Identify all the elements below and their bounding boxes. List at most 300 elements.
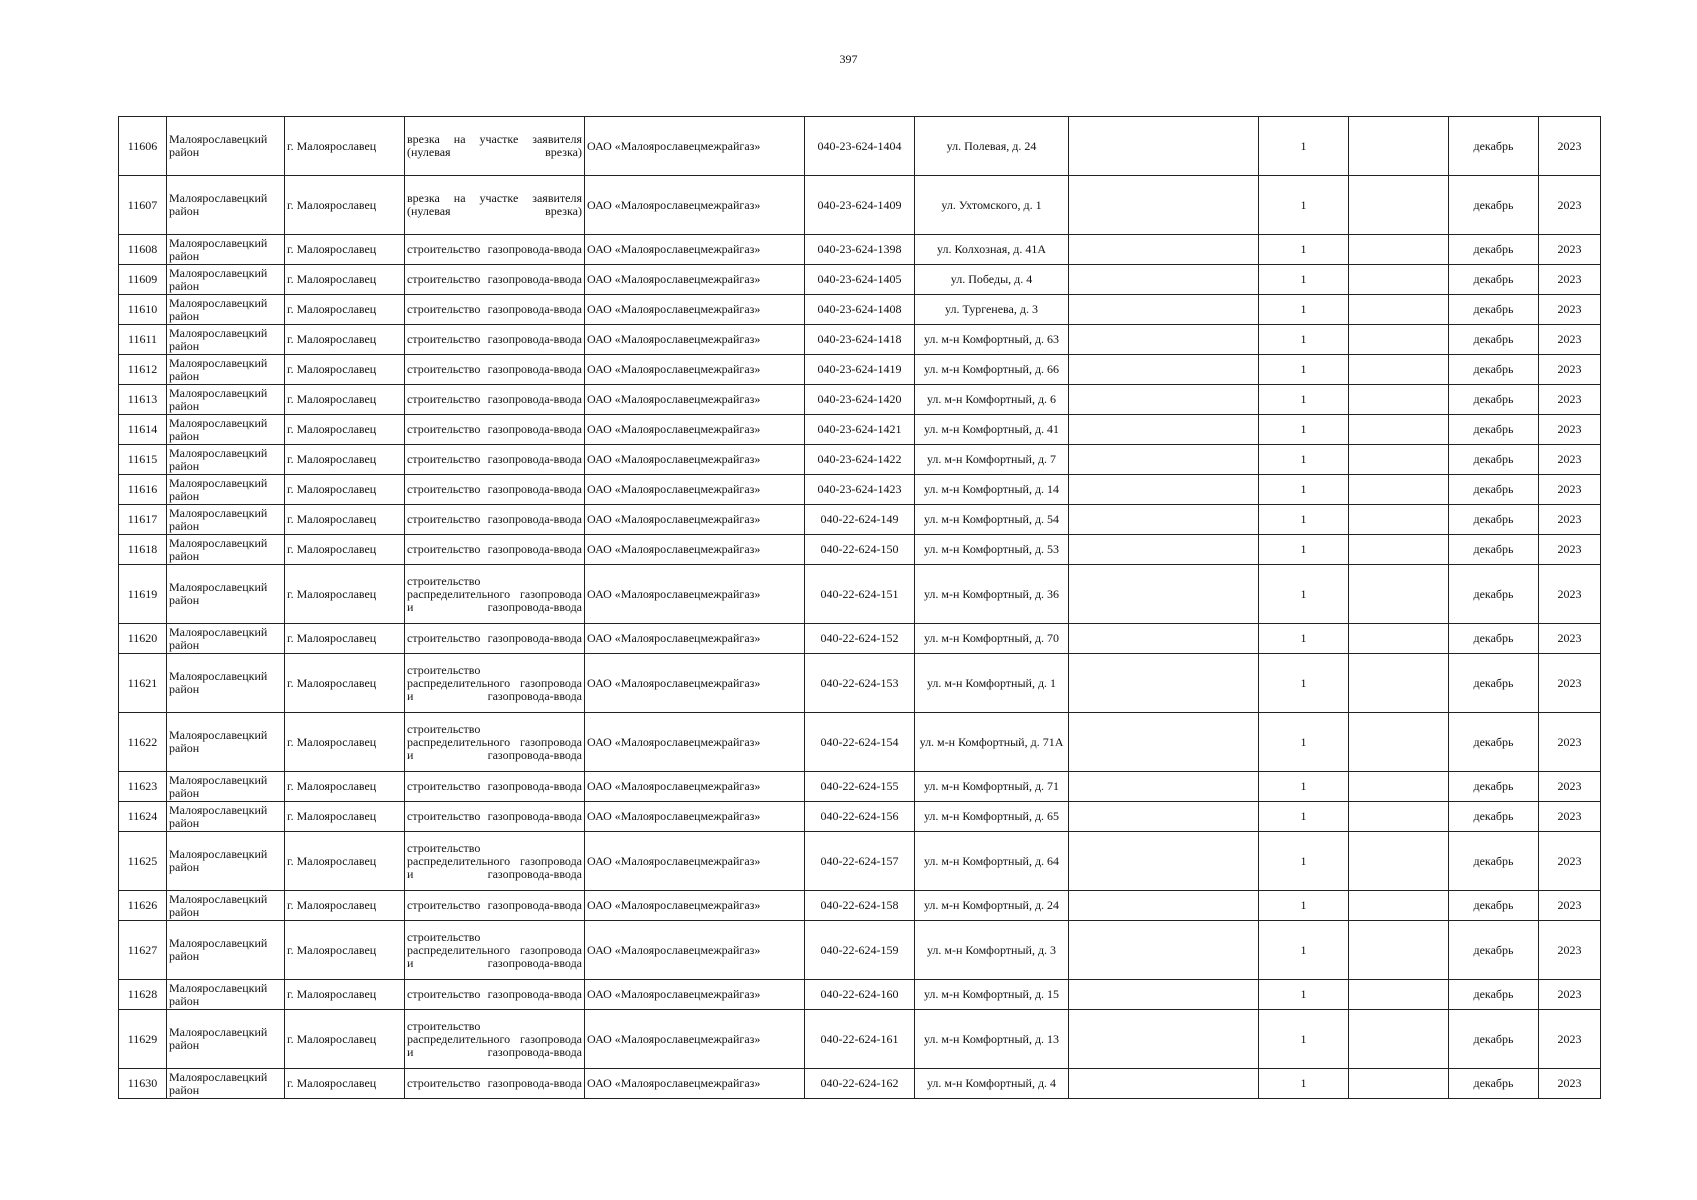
month-cell: декабрь: [1449, 891, 1539, 921]
town-cell: г. Малоярославец: [285, 117, 405, 176]
month-cell: декабрь: [1449, 624, 1539, 654]
town-cell: г. Малоярославец: [285, 1010, 405, 1069]
district-cell: Малоярославецкий район: [167, 176, 285, 235]
district-cell: Малоярославецкий район: [167, 475, 285, 505]
address-cell: ул. м-н Комфортный, д. 1: [915, 654, 1069, 713]
row-number-cell: 11622: [119, 713, 167, 772]
address-cell: ул. Победы, д. 4: [915, 265, 1069, 295]
address-cell: ул. м-н Комфортный, д. 70: [915, 624, 1069, 654]
town-cell: г. Малоярославец: [285, 235, 405, 265]
town-cell: г. Малоярославец: [285, 713, 405, 772]
work-type-cell: строительство газопровода-ввода: [405, 265, 585, 295]
district-cell: Малоярославецкий район: [167, 1069, 285, 1099]
organization-cell: ОАО «Малоярославецмежрайгаз»: [585, 802, 805, 832]
empty-cell: [1069, 654, 1259, 713]
district-cell: Малоярославецкий район: [167, 325, 285, 355]
row-number-cell: 11618: [119, 535, 167, 565]
application-code-cell: 040-23-624-1404: [805, 117, 915, 176]
empty-cell: [1349, 713, 1449, 772]
quantity-cell: 1: [1259, 475, 1349, 505]
quantity-cell: 1: [1259, 505, 1349, 535]
table-row: [119, 325, 1601, 355]
page-number: 397: [839, 52, 858, 66]
empty-cell: [1069, 415, 1259, 445]
empty-cell: [1069, 1069, 1259, 1099]
application-code-cell: 040-23-624-1408: [805, 295, 915, 325]
gas-connection-table: [118, 116, 1601, 1099]
table-row: [119, 265, 1601, 295]
empty-cell: [1069, 921, 1259, 980]
town-cell: г. Малоярославец: [285, 832, 405, 891]
application-code-cell: 040-22-624-153: [805, 654, 915, 713]
district-cell: Малоярославецкий район: [167, 415, 285, 445]
organization-cell: ОАО «Малоярославецмежрайгаз»: [585, 475, 805, 505]
row-number-cell: 11612: [119, 355, 167, 385]
town-cell: г. Малоярославец: [285, 535, 405, 565]
quantity-cell: 1: [1259, 535, 1349, 565]
empty-cell: [1349, 1069, 1449, 1099]
empty-cell: [1069, 1010, 1259, 1069]
year-cell: 2023: [1539, 891, 1601, 921]
month-cell: декабрь: [1449, 654, 1539, 713]
organization-cell: ОАО «Малоярославецмежрайгаз»: [585, 624, 805, 654]
organization-cell: ОАО «Малоярославецмежрайгаз»: [585, 921, 805, 980]
empty-cell: [1069, 265, 1259, 295]
month-cell: декабрь: [1449, 772, 1539, 802]
row-number-cell: 11606: [119, 117, 167, 176]
district-cell: Малоярославецкий район: [167, 713, 285, 772]
application-code-cell: 040-22-624-159: [805, 921, 915, 980]
quantity-cell: 1: [1259, 772, 1349, 802]
work-type-cell: строительство газопровода-ввода: [405, 445, 585, 475]
organization-cell: ОАО «Малоярославецмежрайгаз»: [585, 505, 805, 535]
row-number-cell: 11620: [119, 624, 167, 654]
month-cell: декабрь: [1449, 176, 1539, 235]
town-cell: г. Малоярославец: [285, 565, 405, 624]
table-row: [119, 565, 1601, 624]
address-cell: ул. м-н Комфортный, д. 63: [915, 325, 1069, 355]
address-cell: ул. Тургенева, д. 3: [915, 295, 1069, 325]
empty-cell: [1349, 980, 1449, 1010]
address-cell: ул. м-н Комфортный, д. 41: [915, 415, 1069, 445]
work-type-cell: строительство распределительного газопровода и газопровода-ввода: [405, 921, 585, 980]
address-cell: ул. м-н Комфортный, д. 7: [915, 445, 1069, 475]
month-cell: декабрь: [1449, 325, 1539, 355]
empty-cell: [1069, 475, 1259, 505]
district-cell: Малоярославецкий район: [167, 117, 285, 176]
row-number-cell: 11630: [119, 1069, 167, 1099]
town-cell: г. Малоярославец: [285, 624, 405, 654]
month-cell: декабрь: [1449, 832, 1539, 891]
quantity-cell: 1: [1259, 980, 1349, 1010]
work-type-cell: строительство газопровода-ввода: [405, 505, 585, 535]
month-cell: декабрь: [1449, 445, 1539, 475]
application-code-cell: 040-23-624-1421: [805, 415, 915, 445]
application-code-cell: 040-22-624-156: [805, 802, 915, 832]
quantity-cell: 1: [1259, 891, 1349, 921]
town-cell: г. Малоярославец: [285, 325, 405, 355]
application-code-cell: 040-23-624-1405: [805, 265, 915, 295]
month-cell: декабрь: [1449, 1069, 1539, 1099]
year-cell: 2023: [1539, 713, 1601, 772]
year-cell: 2023: [1539, 385, 1601, 415]
organization-cell: ОАО «Малоярославецмежрайгаз»: [585, 355, 805, 385]
organization-cell: ОАО «Малоярославецмежрайгаз»: [585, 265, 805, 295]
empty-cell: [1349, 505, 1449, 535]
application-code-cell: 040-22-624-161: [805, 1010, 915, 1069]
district-cell: Малоярославецкий район: [167, 295, 285, 325]
year-cell: 2023: [1539, 355, 1601, 385]
address-cell: ул. Ухтомского, д. 1: [915, 176, 1069, 235]
town-cell: г. Малоярославец: [285, 445, 405, 475]
work-type-cell: врезка на участке заявителя (нулевая врезка): [405, 176, 585, 235]
table-row: [119, 802, 1601, 832]
month-cell: декабрь: [1449, 355, 1539, 385]
quantity-cell: 1: [1259, 295, 1349, 325]
empty-cell: [1069, 176, 1259, 235]
address-cell: ул. м-н Комфортный, д. 71А: [915, 713, 1069, 772]
quantity-cell: 1: [1259, 654, 1349, 713]
district-cell: Малоярославецкий район: [167, 921, 285, 980]
application-code-cell: 040-22-624-158: [805, 891, 915, 921]
empty-cell: [1349, 475, 1449, 505]
month-cell: декабрь: [1449, 980, 1539, 1010]
work-type-cell: строительство газопровода-ввода: [405, 535, 585, 565]
district-cell: Малоярославецкий район: [167, 505, 285, 535]
year-cell: 2023: [1539, 654, 1601, 713]
table-row: [119, 713, 1601, 772]
empty-cell: [1349, 565, 1449, 624]
organization-cell: ОАО «Малоярославецмежрайгаз»: [585, 445, 805, 475]
work-type-cell: строительство газопровода-ввода: [405, 295, 585, 325]
organization-cell: ОАО «Малоярославецмежрайгаз»: [585, 713, 805, 772]
work-type-cell: строительство распределительного газопровода и газопровода-ввода: [405, 832, 585, 891]
empty-cell: [1349, 772, 1449, 802]
row-number-cell: 11607: [119, 176, 167, 235]
empty-cell: [1349, 1010, 1449, 1069]
year-cell: 2023: [1539, 1069, 1601, 1099]
address-cell: ул. м-н Комфортный, д. 13: [915, 1010, 1069, 1069]
application-code-cell: 040-23-624-1423: [805, 475, 915, 505]
row-number-cell: 11624: [119, 802, 167, 832]
empty-cell: [1069, 891, 1259, 921]
address-cell: ул. м-н Комфортный, д. 24: [915, 891, 1069, 921]
application-code-cell: 040-22-624-157: [805, 832, 915, 891]
year-cell: 2023: [1539, 772, 1601, 802]
application-code-cell: 040-22-624-149: [805, 505, 915, 535]
address-cell: ул. м-н Комфортный, д. 6: [915, 385, 1069, 415]
empty-cell: [1349, 832, 1449, 891]
town-cell: г. Малоярославец: [285, 475, 405, 505]
work-type-cell: строительство газопровода-ввода: [405, 235, 585, 265]
row-number-cell: 11616: [119, 475, 167, 505]
empty-cell: [1069, 832, 1259, 891]
organization-cell: ОАО «Малоярославецмежрайгаз»: [585, 565, 805, 624]
town-cell: г. Малоярославец: [285, 176, 405, 235]
district-cell: Малоярославецкий район: [167, 624, 285, 654]
row-number-cell: 11614: [119, 415, 167, 445]
empty-cell: [1069, 980, 1259, 1010]
district-cell: Малоярославецкий район: [167, 535, 285, 565]
month-cell: декабрь: [1449, 921, 1539, 980]
district-cell: Малоярославецкий район: [167, 265, 285, 295]
address-cell: ул. Колхозная, д. 41А: [915, 235, 1069, 265]
row-number-cell: 11628: [119, 980, 167, 1010]
month-cell: декабрь: [1449, 117, 1539, 176]
district-cell: Малоярославецкий район: [167, 445, 285, 475]
town-cell: г. Малоярославец: [285, 385, 405, 415]
town-cell: г. Малоярославец: [285, 980, 405, 1010]
address-cell: ул. Полевая, д. 24: [915, 117, 1069, 176]
quantity-cell: 1: [1259, 355, 1349, 385]
organization-cell: ОАО «Малоярославецмежрайгаз»: [585, 415, 805, 445]
work-type-cell: строительство распределительного газопровода и газопровода-ввода: [405, 654, 585, 713]
year-cell: 2023: [1539, 624, 1601, 654]
table-row: [119, 891, 1601, 921]
quantity-cell: 1: [1259, 445, 1349, 475]
empty-cell: [1069, 624, 1259, 654]
empty-cell: [1069, 355, 1259, 385]
organization-cell: ОАО «Малоярославецмежрайгаз»: [585, 772, 805, 802]
row-number-cell: 11626: [119, 891, 167, 921]
work-type-cell: строительство газопровода-ввода: [405, 624, 585, 654]
work-type-cell: строительство распределительного газопровода и газопровода-ввода: [405, 1010, 585, 1069]
address-cell: ул. м-н Комфортный, д. 65: [915, 802, 1069, 832]
year-cell: 2023: [1539, 980, 1601, 1010]
organization-cell: ОАО «Малоярославецмежрайгаз»: [585, 1010, 805, 1069]
work-type-cell: строительство газопровода-ввода: [405, 772, 585, 802]
district-cell: Малоярославецкий район: [167, 802, 285, 832]
table-row: [119, 1069, 1601, 1099]
empty-cell: [1349, 891, 1449, 921]
year-cell: 2023: [1539, 565, 1601, 624]
empty-cell: [1349, 445, 1449, 475]
address-cell: ул. м-н Комфортный, д. 14: [915, 475, 1069, 505]
table-row: [119, 624, 1601, 654]
application-code-cell: 040-22-624-152: [805, 624, 915, 654]
table-row: [119, 535, 1601, 565]
quantity-cell: 1: [1259, 415, 1349, 445]
work-type-cell: строительство распределительного газопровода и газопровода-ввода: [405, 565, 585, 624]
empty-cell: [1349, 535, 1449, 565]
table-row: [119, 475, 1601, 505]
work-type-cell: строительство газопровода-ввода: [405, 891, 585, 921]
empty-cell: [1069, 565, 1259, 624]
empty-cell: [1349, 235, 1449, 265]
row-number-cell: 11615: [119, 445, 167, 475]
application-code-cell: 040-22-624-150: [805, 535, 915, 565]
table-body: [119, 117, 1601, 1099]
application-code-cell: 040-22-624-154: [805, 713, 915, 772]
organization-cell: ОАО «Малоярославецмежрайгаз»: [585, 832, 805, 891]
year-cell: 2023: [1539, 265, 1601, 295]
row-number-cell: 11609: [119, 265, 167, 295]
empty-cell: [1069, 235, 1259, 265]
district-cell: Малоярославецкий район: [167, 891, 285, 921]
month-cell: декабрь: [1449, 535, 1539, 565]
quantity-cell: 1: [1259, 921, 1349, 980]
district-cell: Малоярославецкий район: [167, 355, 285, 385]
organization-cell: ОАО «Малоярославецмежрайгаз»: [585, 891, 805, 921]
address-cell: ул. м-н Комфортный, д. 64: [915, 832, 1069, 891]
work-type-cell: строительство газопровода-ввода: [405, 980, 585, 1010]
address-cell: ул. м-н Комфортный, д. 36: [915, 565, 1069, 624]
organization-cell: ОАО «Малоярославецмежрайгаз»: [585, 117, 805, 176]
table-row: [119, 980, 1601, 1010]
row-number-cell: 11621: [119, 654, 167, 713]
organization-cell: ОАО «Малоярославецмежрайгаз»: [585, 176, 805, 235]
town-cell: г. Малоярославец: [285, 921, 405, 980]
work-type-cell: строительство газопровода-ввода: [405, 1069, 585, 1099]
quantity-cell: 1: [1259, 624, 1349, 654]
table-row: [119, 772, 1601, 802]
quantity-cell: 1: [1259, 325, 1349, 355]
table-row: [119, 1010, 1601, 1069]
quantity-cell: 1: [1259, 832, 1349, 891]
table-row: [119, 654, 1601, 713]
district-cell: Малоярославецкий район: [167, 385, 285, 415]
district-cell: Малоярославецкий район: [167, 772, 285, 802]
district-cell: Малоярославецкий район: [167, 980, 285, 1010]
application-code-cell: 040-23-624-1398: [805, 235, 915, 265]
empty-cell: [1349, 117, 1449, 176]
empty-cell: [1349, 355, 1449, 385]
application-code-cell: 040-22-624-151: [805, 565, 915, 624]
year-cell: 2023: [1539, 1010, 1601, 1069]
table-row: [119, 355, 1601, 385]
year-cell: 2023: [1539, 535, 1601, 565]
year-cell: 2023: [1539, 295, 1601, 325]
quantity-cell: 1: [1259, 1010, 1349, 1069]
year-cell: 2023: [1539, 415, 1601, 445]
quantity-cell: 1: [1259, 385, 1349, 415]
application-code-cell: 040-22-624-155: [805, 772, 915, 802]
table-row: [119, 117, 1601, 176]
quantity-cell: 1: [1259, 802, 1349, 832]
work-type-cell: строительство газопровода-ввода: [405, 325, 585, 355]
work-type-cell: строительство газопровода-ввода: [405, 475, 585, 505]
year-cell: 2023: [1539, 832, 1601, 891]
work-type-cell: врезка на участке заявителя (нулевая врезка): [405, 117, 585, 176]
year-cell: 2023: [1539, 921, 1601, 980]
year-cell: 2023: [1539, 117, 1601, 176]
work-type-cell: строительство газопровода-ввода: [405, 355, 585, 385]
town-cell: г. Малоярославец: [285, 415, 405, 445]
quantity-cell: 1: [1259, 235, 1349, 265]
empty-cell: [1349, 415, 1449, 445]
empty-cell: [1069, 325, 1259, 355]
empty-cell: [1069, 385, 1259, 415]
address-cell: ул. м-н Комфортный, д. 66: [915, 355, 1069, 385]
month-cell: декабрь: [1449, 565, 1539, 624]
month-cell: декабрь: [1449, 235, 1539, 265]
district-cell: Малоярославецкий район: [167, 1010, 285, 1069]
row-number-cell: 11629: [119, 1010, 167, 1069]
empty-cell: [1349, 265, 1449, 295]
district-cell: Малоярославецкий район: [167, 654, 285, 713]
organization-cell: ОАО «Малоярославецмежрайгаз»: [585, 385, 805, 415]
table-row: [119, 385, 1601, 415]
town-cell: г. Малоярославец: [285, 654, 405, 713]
address-cell: ул. м-н Комфортный, д. 15: [915, 980, 1069, 1010]
month-cell: декабрь: [1449, 713, 1539, 772]
address-cell: ул. м-н Комфортный, д. 3: [915, 921, 1069, 980]
application-code-cell: 040-22-624-160: [805, 980, 915, 1010]
row-number-cell: 11610: [119, 295, 167, 325]
town-cell: г. Малоярославец: [285, 772, 405, 802]
address-cell: ул. м-н Комфортный, д. 4: [915, 1069, 1069, 1099]
year-cell: 2023: [1539, 235, 1601, 265]
empty-cell: [1069, 772, 1259, 802]
application-code-cell: 040-23-624-1409: [805, 176, 915, 235]
empty-cell: [1069, 713, 1259, 772]
row-number-cell: 11608: [119, 235, 167, 265]
empty-cell: [1349, 385, 1449, 415]
table-row: [119, 415, 1601, 445]
year-cell: 2023: [1539, 802, 1601, 832]
month-cell: декабрь: [1449, 475, 1539, 505]
address-cell: ул. м-н Комфортный, д. 53: [915, 535, 1069, 565]
town-cell: г. Малоярославец: [285, 802, 405, 832]
row-number-cell: 11619: [119, 565, 167, 624]
empty-cell: [1069, 535, 1259, 565]
table-row: [119, 505, 1601, 535]
quantity-cell: 1: [1259, 117, 1349, 176]
organization-cell: ОАО «Малоярославецмежрайгаз»: [585, 980, 805, 1010]
address-cell: ул. м-н Комфортный, д. 71: [915, 772, 1069, 802]
empty-cell: [1349, 654, 1449, 713]
quantity-cell: 1: [1259, 265, 1349, 295]
table-row: [119, 295, 1601, 325]
month-cell: декабрь: [1449, 265, 1539, 295]
work-type-cell: строительство газопровода-ввода: [405, 415, 585, 445]
row-number-cell: 11617: [119, 505, 167, 535]
empty-cell: [1349, 325, 1449, 355]
town-cell: г. Малоярославец: [285, 505, 405, 535]
application-code-cell: 040-23-624-1418: [805, 325, 915, 355]
organization-cell: ОАО «Малоярославецмежрайгаз»: [585, 1069, 805, 1099]
district-cell: Малоярославецкий район: [167, 235, 285, 265]
month-cell: декабрь: [1449, 802, 1539, 832]
organization-cell: ОАО «Малоярославецмежрайгаз»: [585, 535, 805, 565]
empty-cell: [1349, 176, 1449, 235]
empty-cell: [1069, 117, 1259, 176]
town-cell: г. Малоярославец: [285, 891, 405, 921]
quantity-cell: 1: [1259, 565, 1349, 624]
empty-cell: [1349, 295, 1449, 325]
town-cell: г. Малоярославец: [285, 265, 405, 295]
month-cell: декабрь: [1449, 295, 1539, 325]
year-cell: 2023: [1539, 475, 1601, 505]
application-code-cell: 040-22-624-162: [805, 1069, 915, 1099]
town-cell: г. Малоярославец: [285, 355, 405, 385]
address-cell: ул. м-н Комфортный, д. 54: [915, 505, 1069, 535]
month-cell: декабрь: [1449, 385, 1539, 415]
year-cell: 2023: [1539, 505, 1601, 535]
table-row: [119, 235, 1601, 265]
row-number-cell: 11623: [119, 772, 167, 802]
month-cell: декабрь: [1449, 1010, 1539, 1069]
table-row: [119, 921, 1601, 980]
application-code-cell: 040-23-624-1419: [805, 355, 915, 385]
empty-cell: [1069, 802, 1259, 832]
organization-cell: ОАО «Малоярославецмежрайгаз»: [585, 235, 805, 265]
row-number-cell: 11611: [119, 325, 167, 355]
quantity-cell: 1: [1259, 1069, 1349, 1099]
application-code-cell: 040-23-624-1420: [805, 385, 915, 415]
empty-cell: [1349, 624, 1449, 654]
work-type-cell: строительство распределительного газопровода и газопровода-ввода: [405, 713, 585, 772]
